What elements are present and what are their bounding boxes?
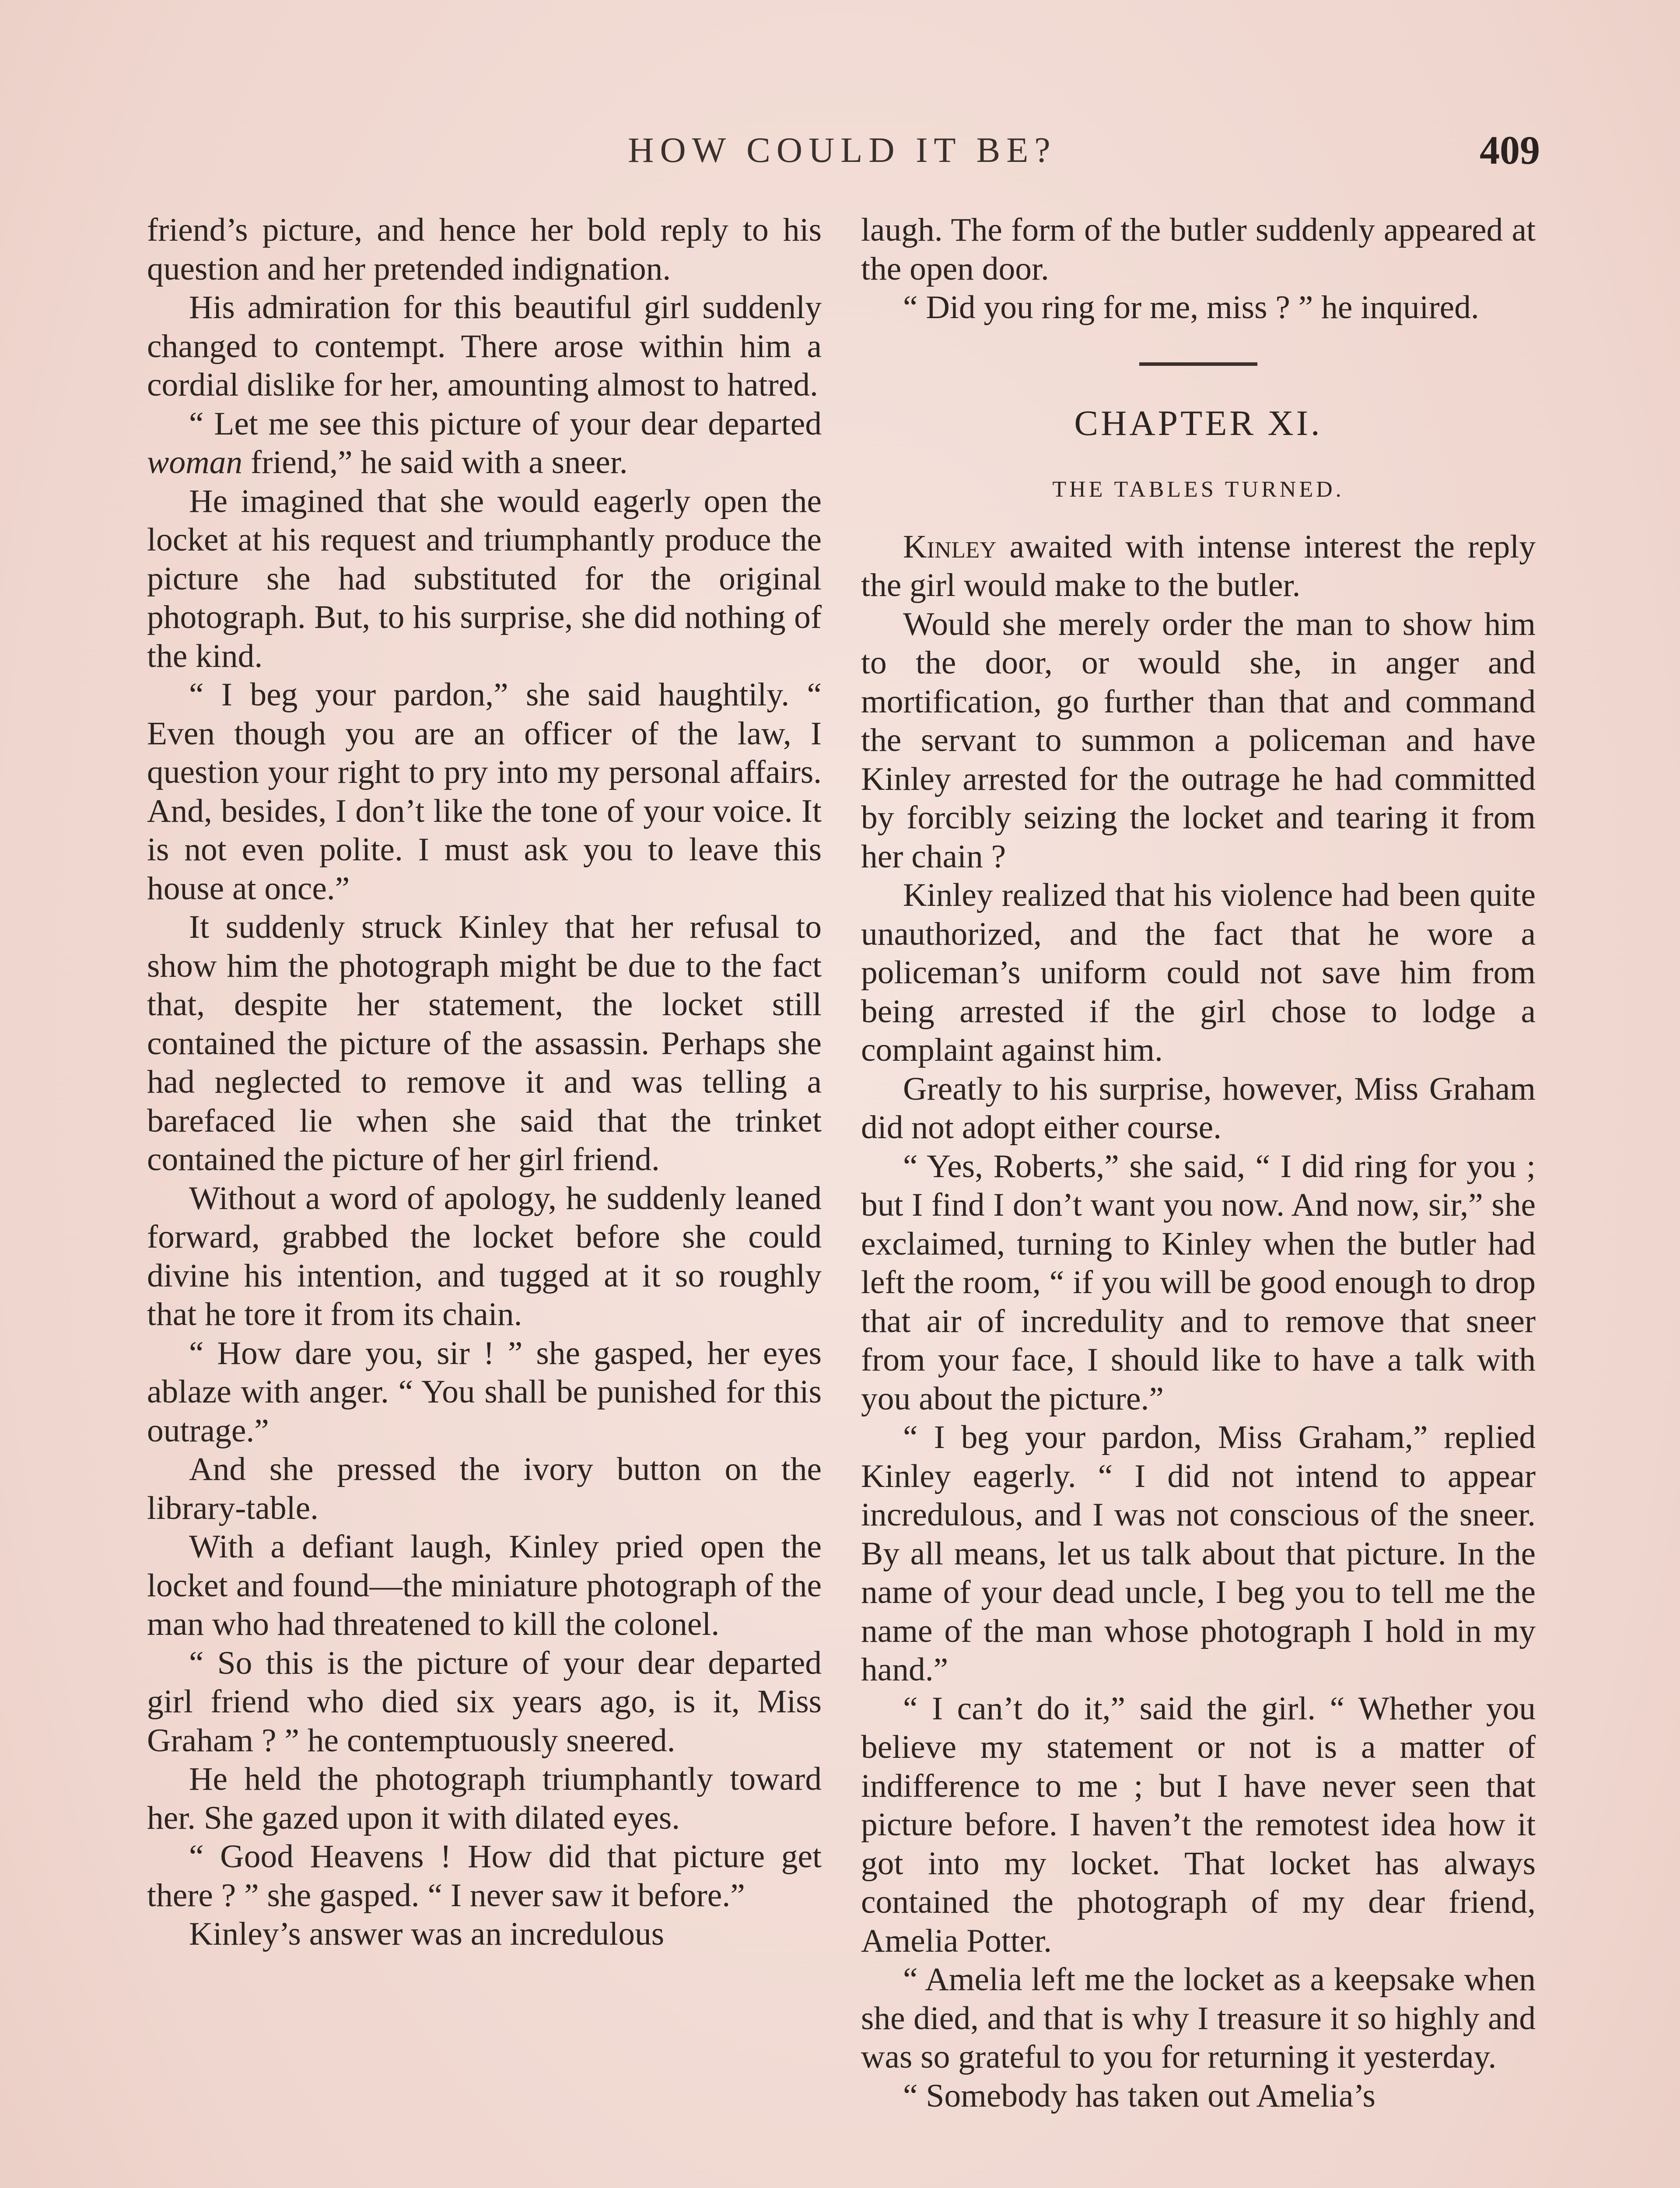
page-number: 409 bbox=[1480, 128, 1540, 172]
paragraph: laugh. The form of the butler suddenly appeared at the open door. bbox=[861, 212, 1536, 287]
paragraph: “ Amelia left me the locket as a keepsake when she died, and that is why I treasure it so highly and was so grateful to you for returning it yesterday. bbox=[861, 1961, 1536, 2075]
paragraph: “ I beg your pardon,” she said haughtily. “ Even though you are an officer of the law, I question your right to pry into my personal affairs. And, besides, I don’t like the tone of your voice. It is not even polite. I must ask you to leave this house at once.” bbox=[147, 677, 822, 907]
paragraph: Greatly to his surprise, however, Miss Graham did not adopt either course. bbox=[861, 1070, 1536, 1146]
paragraph: “ I can’t do it,” said the girl. “ Whether you believe my statement or not is a matter of indifference to me ; but I have never seen that picture before. I haven’t the remotest idea how it got into my locket. That locket has always contained the photograph of my dear friend, Amelia Potter. bbox=[861, 1690, 1536, 1959]
italic-word: woman bbox=[147, 444, 243, 480]
right-column bbox=[861, 211, 1536, 2115]
section-divider bbox=[1139, 362, 1257, 366]
chapter-subtitle: THE TABLES TURNED. bbox=[1052, 477, 1344, 502]
paragraph: “ Did you ring for me, miss ? ” he inquired. bbox=[903, 289, 1479, 326]
paragraph: With a defiant laugh, Kinley pried open the locket and found—the miniature photograph of the man who had threatened to kill the colonel. bbox=[147, 1529, 822, 1642]
running-title: HOW COULD IT BE? bbox=[628, 130, 1057, 170]
paragraph: And she pressed the ivory button on the library-table. bbox=[147, 1451, 822, 1526]
paragraph: “ Good Heavens ! How did that picture get there ? ” she gasped. “ I never saw it before.” bbox=[147, 1838, 822, 1914]
text-run: awaited with intense interest the reply the girl would make to the butler. bbox=[861, 528, 1536, 603]
text-run: “ Let me see this picture of your dear departed bbox=[189, 405, 822, 442]
paragraph: “ How dare you, sir ! ” she gasped, her eyes ablaze with anger. “ You shall be punished for this outrage.” bbox=[147, 1335, 822, 1449]
paragraph: He held the photograph triumphantly toward her. She gazed upon it with dilated eyes. bbox=[147, 1761, 822, 1836]
paragraph: “ Yes, Roberts,” she said, “ I did ring for you ; but I find I don’t want you now. And now, sir,” she exclaimed, turning to Kinley when the butler had left the room, “ if you will be good enough to drop that air of incredulity and to remove that sneer from your face, I should like to have a talk with you about the picture.” bbox=[861, 1148, 1536, 1417]
paragraph: It suddenly struck Kinley that her refusal to show him the photograph might be due to the fact that, despite her statement, the locket still contained the picture of the assassin. Perhaps she had neglected to remove it and was telling a barefaced lie when she said that the trinket contained the picture of her girl friend. bbox=[147, 909, 822, 1178]
chapter-first-word: Kinley bbox=[903, 528, 997, 565]
paragraph: Without a word of apology, he suddenly leaned forward, grabbed the locket before she could divine his intention, and tugged at it so roughly that he tore it from its chain. bbox=[147, 1180, 822, 1332]
paragraph: Would she merely order the man to show him to the door, or would she, in anger and mortification, go further than that and command the servant to summon a policeman and have Kinley arrested for the outrage he had committed by forcibly seizing the locket and tearing it from her chain ? bbox=[861, 606, 1536, 875]
paragraph: “ I beg your pardon, Miss Graham,” replied Kinley eagerly. “ I did not intend to appear incredulous, and I was not conscious of the sneer. By all means, let us talk about that picture. In the name of your dead uncle, I beg you to tell me the name of the man whose photograph I hold in my hand.” bbox=[861, 1419, 1536, 1688]
text-run: friend,” he said with a sneer. bbox=[242, 444, 628, 480]
page-header bbox=[144, 127, 1540, 179]
paragraph: His admiration for this beautiful girl suddenly changed to contempt. There arose within him a cordial dislike for her, amounting almost to hatred. bbox=[147, 289, 822, 403]
chapter-title: CHAPTER XI. bbox=[1074, 403, 1323, 443]
paragraph: friend’s picture, and hence her bold reply to his question and her pretended indignation. bbox=[147, 212, 822, 287]
paragraph: “ So this is the picture of your dear departed girl friend who died six years ago, is it, Miss Graham ? ” he contemptuously sneered. bbox=[147, 1645, 822, 1759]
left-column bbox=[147, 211, 822, 1954]
paragraph bbox=[861, 528, 1536, 605]
paragraph: Kinley realized that his violence had been quite unauthorized, and the fact that he wore a policeman’s uniform could not save him from being arrested if the girl chose to lodge a complaint against him. bbox=[861, 877, 1536, 1068]
paragraph: “ Somebody has taken out Amelia’s bbox=[903, 2077, 1376, 2114]
paragraph: He imagined that she would eagerly open the locket at his request and triumphantly produce the picture she had substituted for the original photograph. But, to his surprise, she did nothing of the kind. bbox=[147, 483, 822, 674]
paragraph: Kinley’s answer was an incredulous bbox=[189, 1916, 665, 1952]
paragraph bbox=[147, 405, 822, 482]
